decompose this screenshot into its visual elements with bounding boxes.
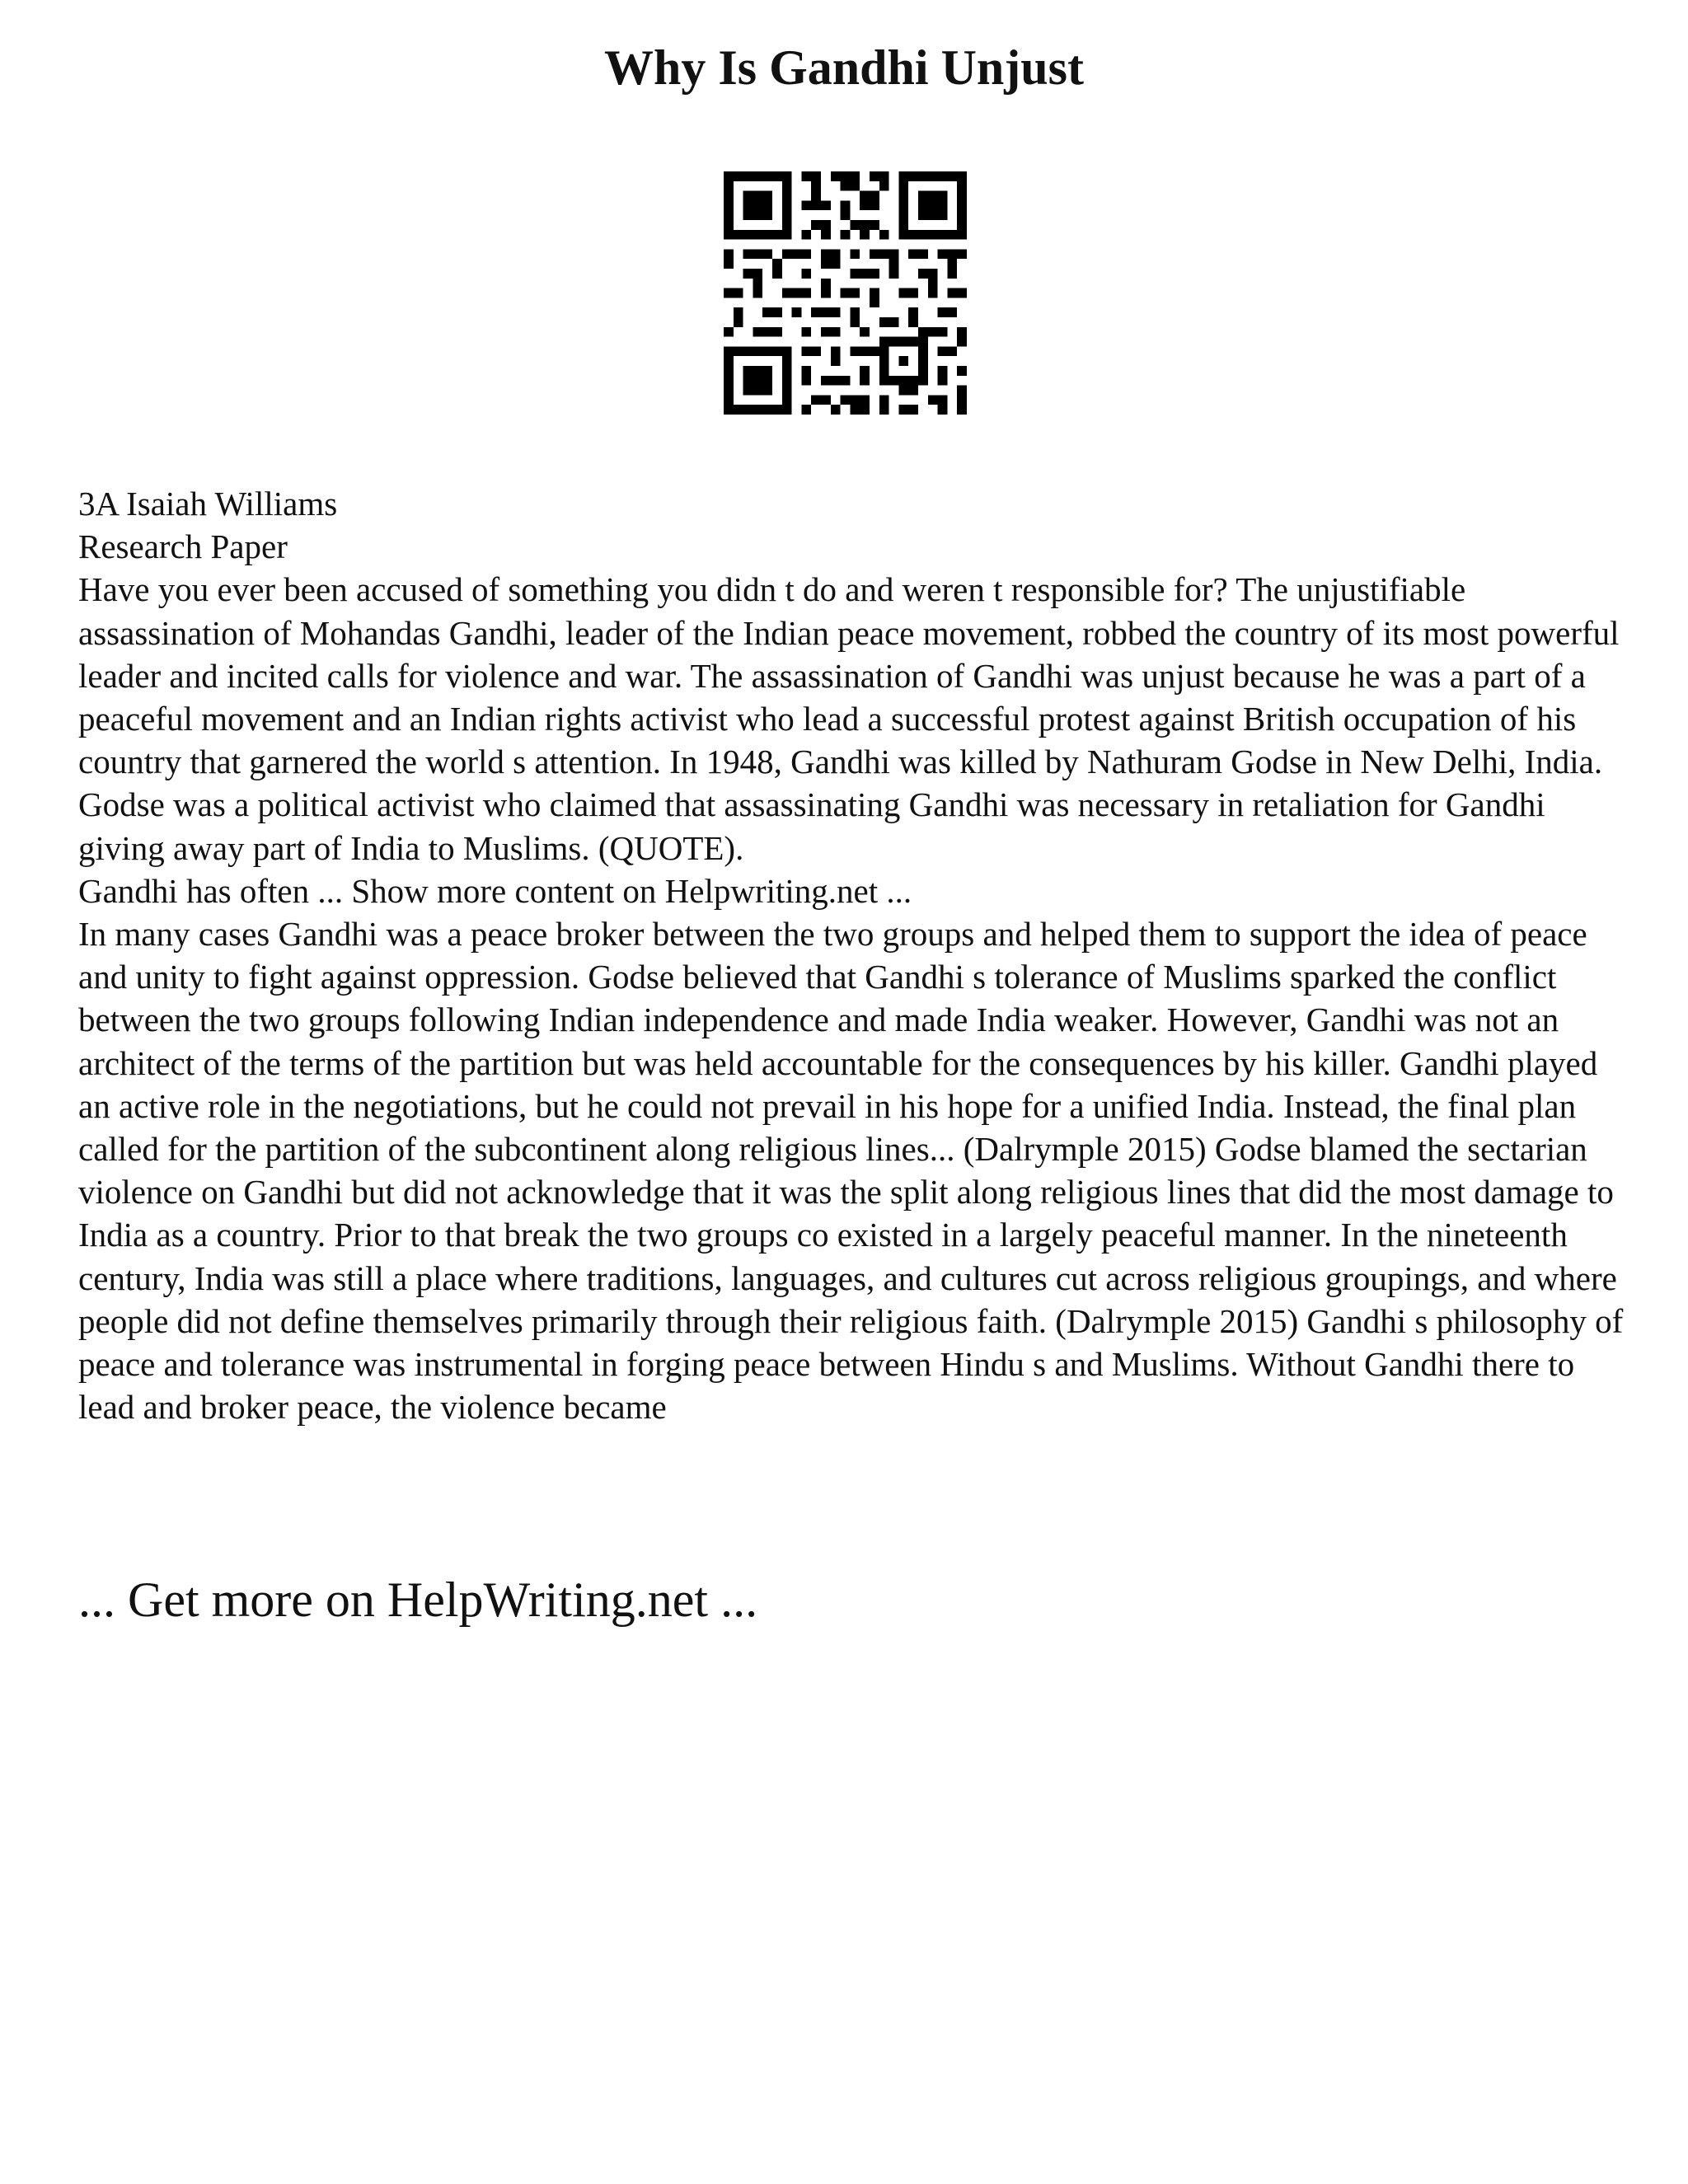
page-title: Why Is Gandhi Unjust: [604, 40, 1084, 95]
byline: 3A Isaiah Williams: [78, 485, 338, 523]
qr-code[interactable]: [724, 171, 967, 415]
show-more-link[interactable]: Gandhi has often ... Show more content on Helpwriting.net ...: [78, 871, 912, 910]
paper-type: Research Paper: [78, 527, 288, 566]
paragraph-body: In many cases Gandhi was a peace broker between the two groups and helped them to support the idea of peace and unity to fight against oppression. Godse believed that Gandhi s tolerance of Muslims sparked the conflict between the two groups following Indian independence and made India weaker. However, Gandhi was not an architect of the terms of the partition but was held accountable for the consequences by his killer. Gandhi played an active role in the negotiations, but he could not prevail in his hope for a unified India. Instead, the final plan called for the partition of the subcontinent along religious lines... (Dalrymple 2015) Godse blamed the sectarian violence on Gandhi but did not acknowledge that it was the split along religious lines that did the most damage to India as a country. Prior to that break the two groups co existed in a largely peaceful manner. In the nineteenth century, India was still a place where traditions, languages, and cultures cut across religious groupings, and where people did not define themselves primarily through their religious faith. (Dalrymple 2015) Gandhi s philosophy of peace and tolerance was instrumental in forging peace between Hindu s and Muslims. Without Gandhi there to lead and broker peace, the violence became: [78, 915, 1624, 1427]
document-body: [78, 482, 1636, 1428]
get-more-link[interactable]: ... Get more on HelpWriting.net ...: [78, 1572, 758, 1627]
paragraph-intro: Have you ever been accused of something you didn t do and weren t responsible for? The unjustifiable assassination of Mohandas Gandhi, leader of the Indian peace movement, robbed the country of its most powerful leader and incited calls for violence and war. The assassination of Gandhi was unjust because he was a part of a peaceful movement and an Indian rights activist who lead a successful protest against British occupation of his country that garnered the world s attention. In 1948, Gandhi was killed by Nathuram Godse in New Delhi, India. Godse was a political activist who claimed that assassinating Gandhi was necessary in retaliation for Gandhi giving away part of India to Muslims. (QUOTE).: [78, 570, 1620, 867]
